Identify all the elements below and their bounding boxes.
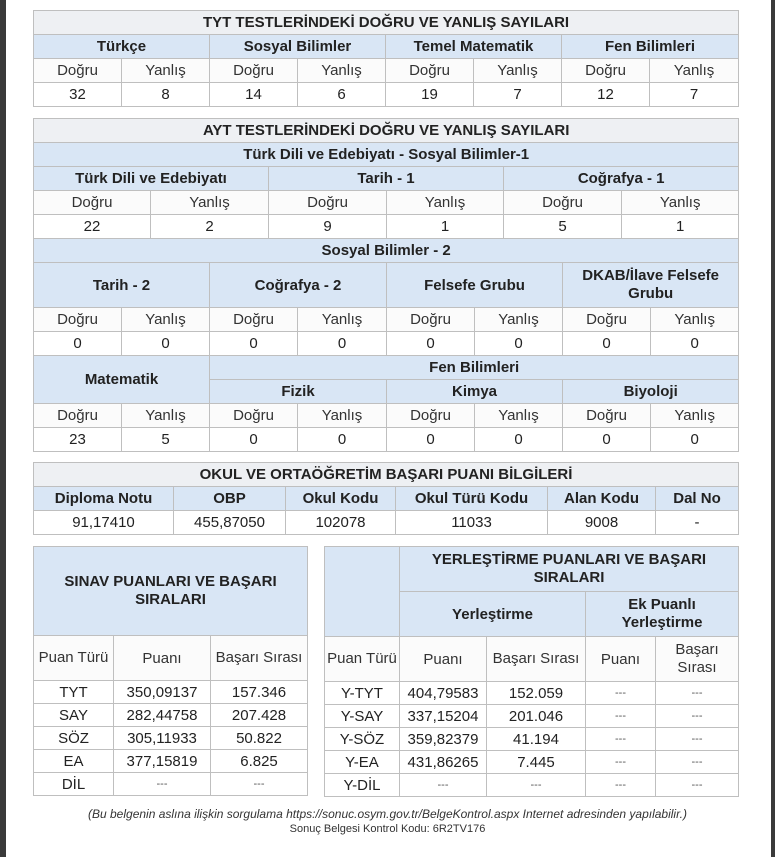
tyt-fen-yanlis: 7 [650,83,739,107]
tyt-subject-fen: Fen Bilimleri [562,35,739,59]
y-sira-tyt: 152.059 [487,682,586,705]
sinav-puan-tyt: 350,09137 [114,681,211,704]
y-sira-dil: --- [487,774,586,797]
y-puan-soz: 359,82379 [400,728,487,751]
tyt-matematik-yanlis: 7 [474,83,562,107]
ayt-dkab-dogru: 0 [563,332,651,356]
dal-no-header: Dal No [656,487,739,511]
ayt-dkab-header: DKAB/İlave Felsefe Grubu [563,263,739,308]
okul-kodu-value: 102078 [286,511,396,535]
ayt-biyoloji-dogru: 0 [563,428,651,452]
ayt-cografya1-dogru: 5 [504,215,622,239]
dogru-label: Doğru [563,308,651,332]
dogru-label: Doğru [34,308,122,332]
tyt-subject-matematik: Temel Matematik [386,35,562,59]
y-sira-ea: 7.445 [487,751,586,774]
okul-turu-kodu-header: Okul Türü Kodu [396,487,548,511]
tyt-sosyal-yanlis: 6 [298,83,386,107]
y-tur-ea: Y-EA [325,751,400,774]
ek-puanli-sub-header: Ek Puanlı Yerleştirme [586,592,739,637]
tyt-sosyal-dogru: 14 [210,83,298,107]
alan-kodu-value: 9008 [548,511,656,535]
sinav-title: SINAV PUANLARI VE BAŞARI SIRALARI [34,547,308,636]
yanlis-label: Yanlış [122,308,210,332]
yanlis-label: Yanlış [474,59,562,83]
yerlestirme-sub-header: Yerleştirme [400,592,586,637]
ayt-tarih1-dogru: 9 [269,215,387,239]
ayt-edebiyat-dogru: 22 [34,215,151,239]
ayt-dkab-yanlis: 0 [651,332,739,356]
okul-kodu-header: Okul Kodu [286,487,396,511]
dogru-label: Doğru [34,191,151,215]
yanlis-label: Yanlış [298,404,387,428]
y-sira-soz: 41.194 [487,728,586,751]
ayt-table [33,118,739,452]
tyt-table [33,10,739,107]
dogru-label: Doğru [269,191,387,215]
yerlestirme-empty-corner [325,547,400,637]
yerlestirme-table [324,546,739,797]
yanlis-label: Yanlış [650,59,739,83]
ayt-tarih2-header: Tarih - 2 [34,263,210,308]
ayt-matematik-dogru: 23 [34,428,122,452]
dogru-label: Doğru [563,404,651,428]
tyt-title: TYT TESTLERİNDEKİ DOĞRU VE YANLIŞ SAYILARI [34,11,739,35]
y-puan-say: 337,15204 [400,705,487,728]
tyt-matematik-dogru: 19 [386,83,474,107]
okul-turu-kodu-value: 11033 [396,511,548,535]
sinav-tur-soz: SÖZ [34,727,114,750]
y-puan-tyt: 404,79583 [400,682,487,705]
ayt-kimya-header: Kimya [387,380,563,404]
y-sira-say: 201.046 [487,705,586,728]
sinav-tur-say: SAY [34,704,114,727]
sinav-tur-dil: DİL [34,773,114,796]
yanlis-label: Yanlış [151,191,269,215]
sinav-puan-say: 282,44758 [114,704,211,727]
ayt-biyoloji-header: Biyoloji [563,380,739,404]
yanlis-label: Yanlış [122,59,210,83]
yerlestirme-title: YERLEŞTİRME PUANLARI VE BAŞARI SIRALARI [400,547,739,592]
ayt-matematik-header: Matematik [34,356,210,404]
dogru-label: Doğru [210,308,298,332]
y-puani-header: Puanı [400,637,487,682]
ek-sira-ea: --- [656,751,739,774]
y-tur-dil: Y-DİL [325,774,400,797]
sinav-puanlari-table [33,546,308,796]
ek-basari-sirasi-header: Başarı Sırası [656,637,739,682]
ayt-title: AYT TESTLERİNDEKİ DOĞRU VE YANLIŞ SAYILARI [34,119,739,143]
ek-puan-dil: --- [586,774,656,797]
right-edge-strip [771,0,775,857]
y-puan-dil: --- [400,774,487,797]
sinav-puan-dil: --- [114,773,211,796]
tyt-fen-dogru: 12 [562,83,650,107]
dogru-label: Doğru [34,404,122,428]
ayt-tarih2-dogru: 0 [34,332,122,356]
sinav-sira-dil: --- [211,773,308,796]
puani-header: Puanı [114,636,211,681]
ek-sira-dil: --- [656,774,739,797]
ayt-edebiyat-yanlis: 2 [151,215,269,239]
ayt-cografya2-header: Coğrafya - 2 [210,263,387,308]
ayt-felsefe-header: Felsefe Grubu [387,263,563,308]
dogru-label: Doğru [504,191,622,215]
ayt-group2-title: Sosyal Bilimler - 2 [34,239,739,263]
ayt-felsefe-yanlis: 0 [475,332,563,356]
y-tur-say: Y-SAY [325,705,400,728]
sinav-sira-tyt: 157.346 [211,681,308,704]
yanlis-label: Yanlış [475,404,563,428]
ayt-fizik-yanlis: 0 [298,428,387,452]
yanlis-label: Yanlış [298,308,387,332]
y-tur-soz: Y-SÖZ [325,728,400,751]
left-edge-strip [0,0,6,857]
ayt-kimya-yanlis: 0 [475,428,563,452]
puan-turu-header: Puan Türü [34,636,114,681]
dogru-label: Doğru [210,404,298,428]
ayt-tarih1-header: Tarih - 1 [269,167,504,191]
dogru-label: Doğru [34,59,122,83]
tyt-subject-sosyal: Sosyal Bilimler [210,35,386,59]
alan-kodu-header: Alan Kodu [548,487,656,511]
ek-sira-say: --- [656,705,739,728]
ayt-edebiyat-header: Türk Dili ve Edebiyatı [34,167,269,191]
y-puan-turu-header: Puan Türü [325,637,400,682]
ayt-group1-title: Türk Dili ve Edebiyatı - Sosyal Bilimler-1 [34,143,739,167]
okul-table [33,462,739,535]
yanlis-label: Yanlış [122,404,210,428]
ayt-kimya-dogru: 0 [387,428,475,452]
ayt-fizik-dogru: 0 [210,428,298,452]
yanlis-label: Yanlış [387,191,504,215]
dogru-label: Doğru [562,59,650,83]
yanlis-label: Yanlış [622,191,739,215]
yanlis-label: Yanlış [475,308,563,332]
sinav-tur-ea: EA [34,750,114,773]
sinav-sira-say: 207.428 [211,704,308,727]
ayt-tarih2-yanlis: 0 [122,332,210,356]
tyt-turkce-dogru: 32 [34,83,122,107]
ayt-cografya2-dogru: 0 [210,332,298,356]
dogru-label: Doğru [387,308,475,332]
ayt-biyoloji-yanlis: 0 [651,428,739,452]
basari-sirasi-header: Başarı Sırası [211,636,308,681]
tyt-subject-turkce: Türkçe [34,35,210,59]
ayt-cografya1-header: Coğrafya - 1 [504,167,739,191]
tyt-turkce-yanlis: 8 [122,83,210,107]
dogru-label: Doğru [210,59,298,83]
sinav-sira-ea: 6.825 [211,750,308,773]
ayt-cografya1-yanlis: 1 [622,215,739,239]
dogru-label: Doğru [386,59,474,83]
ayt-matematik-yanlis: 5 [122,428,210,452]
yanlis-label: Yanlış [298,59,386,83]
verification-note: (Bu belgenin aslına ilişkin sorgulama https://sonuc.osym.gov.tr/BelgeKontrol.aspx Internet adresinden yapılabilir.) [88,807,687,821]
ek-sira-tyt: --- [656,682,739,705]
y-basari-sirasi-header: Başarı Sırası [487,637,586,682]
control-code: Sonuç Belgesi Kontrol Kodu: 6R2TV176 [289,823,486,835]
sinav-tur-tyt: TYT [34,681,114,704]
ayt-fizik-header: Fizik [210,380,387,404]
yanlis-label: Yanlış [651,308,739,332]
sinav-puan-soz: 305,11933 [114,727,211,750]
ayt-felsefe-dogru: 0 [387,332,475,356]
okul-title: OKUL VE ORTAÖĞRETİM BAŞARI PUANI BİLGİLERİ [34,463,739,487]
ayt-fen-title: Fen Bilimleri [210,356,739,380]
ek-puan-soz: --- [586,728,656,751]
sinav-puan-ea: 377,15819 [114,750,211,773]
ek-puan-ea: --- [586,751,656,774]
ayt-tarih1-yanlis: 1 [387,215,504,239]
ek-puan-tyt: --- [586,682,656,705]
y-tur-tyt: Y-TYT [325,682,400,705]
ek-puan-say: --- [586,705,656,728]
dogru-label: Doğru [387,404,475,428]
ek-sira-soz: --- [656,728,739,751]
ayt-cografya2-yanlis: 0 [298,332,387,356]
diploma-notu-value: 91,17410 [34,511,174,535]
y-puan-ea: 431,86265 [400,751,487,774]
yanlis-label: Yanlış [651,404,739,428]
obp-value: 455,87050 [174,511,286,535]
diploma-notu-header: Diploma Notu [34,487,174,511]
sinav-sira-soz: 50.822 [211,727,308,750]
dal-no-value: - [656,511,739,535]
ek-puani-header: Puanı [586,637,656,682]
obp-header: OBP [174,487,286,511]
